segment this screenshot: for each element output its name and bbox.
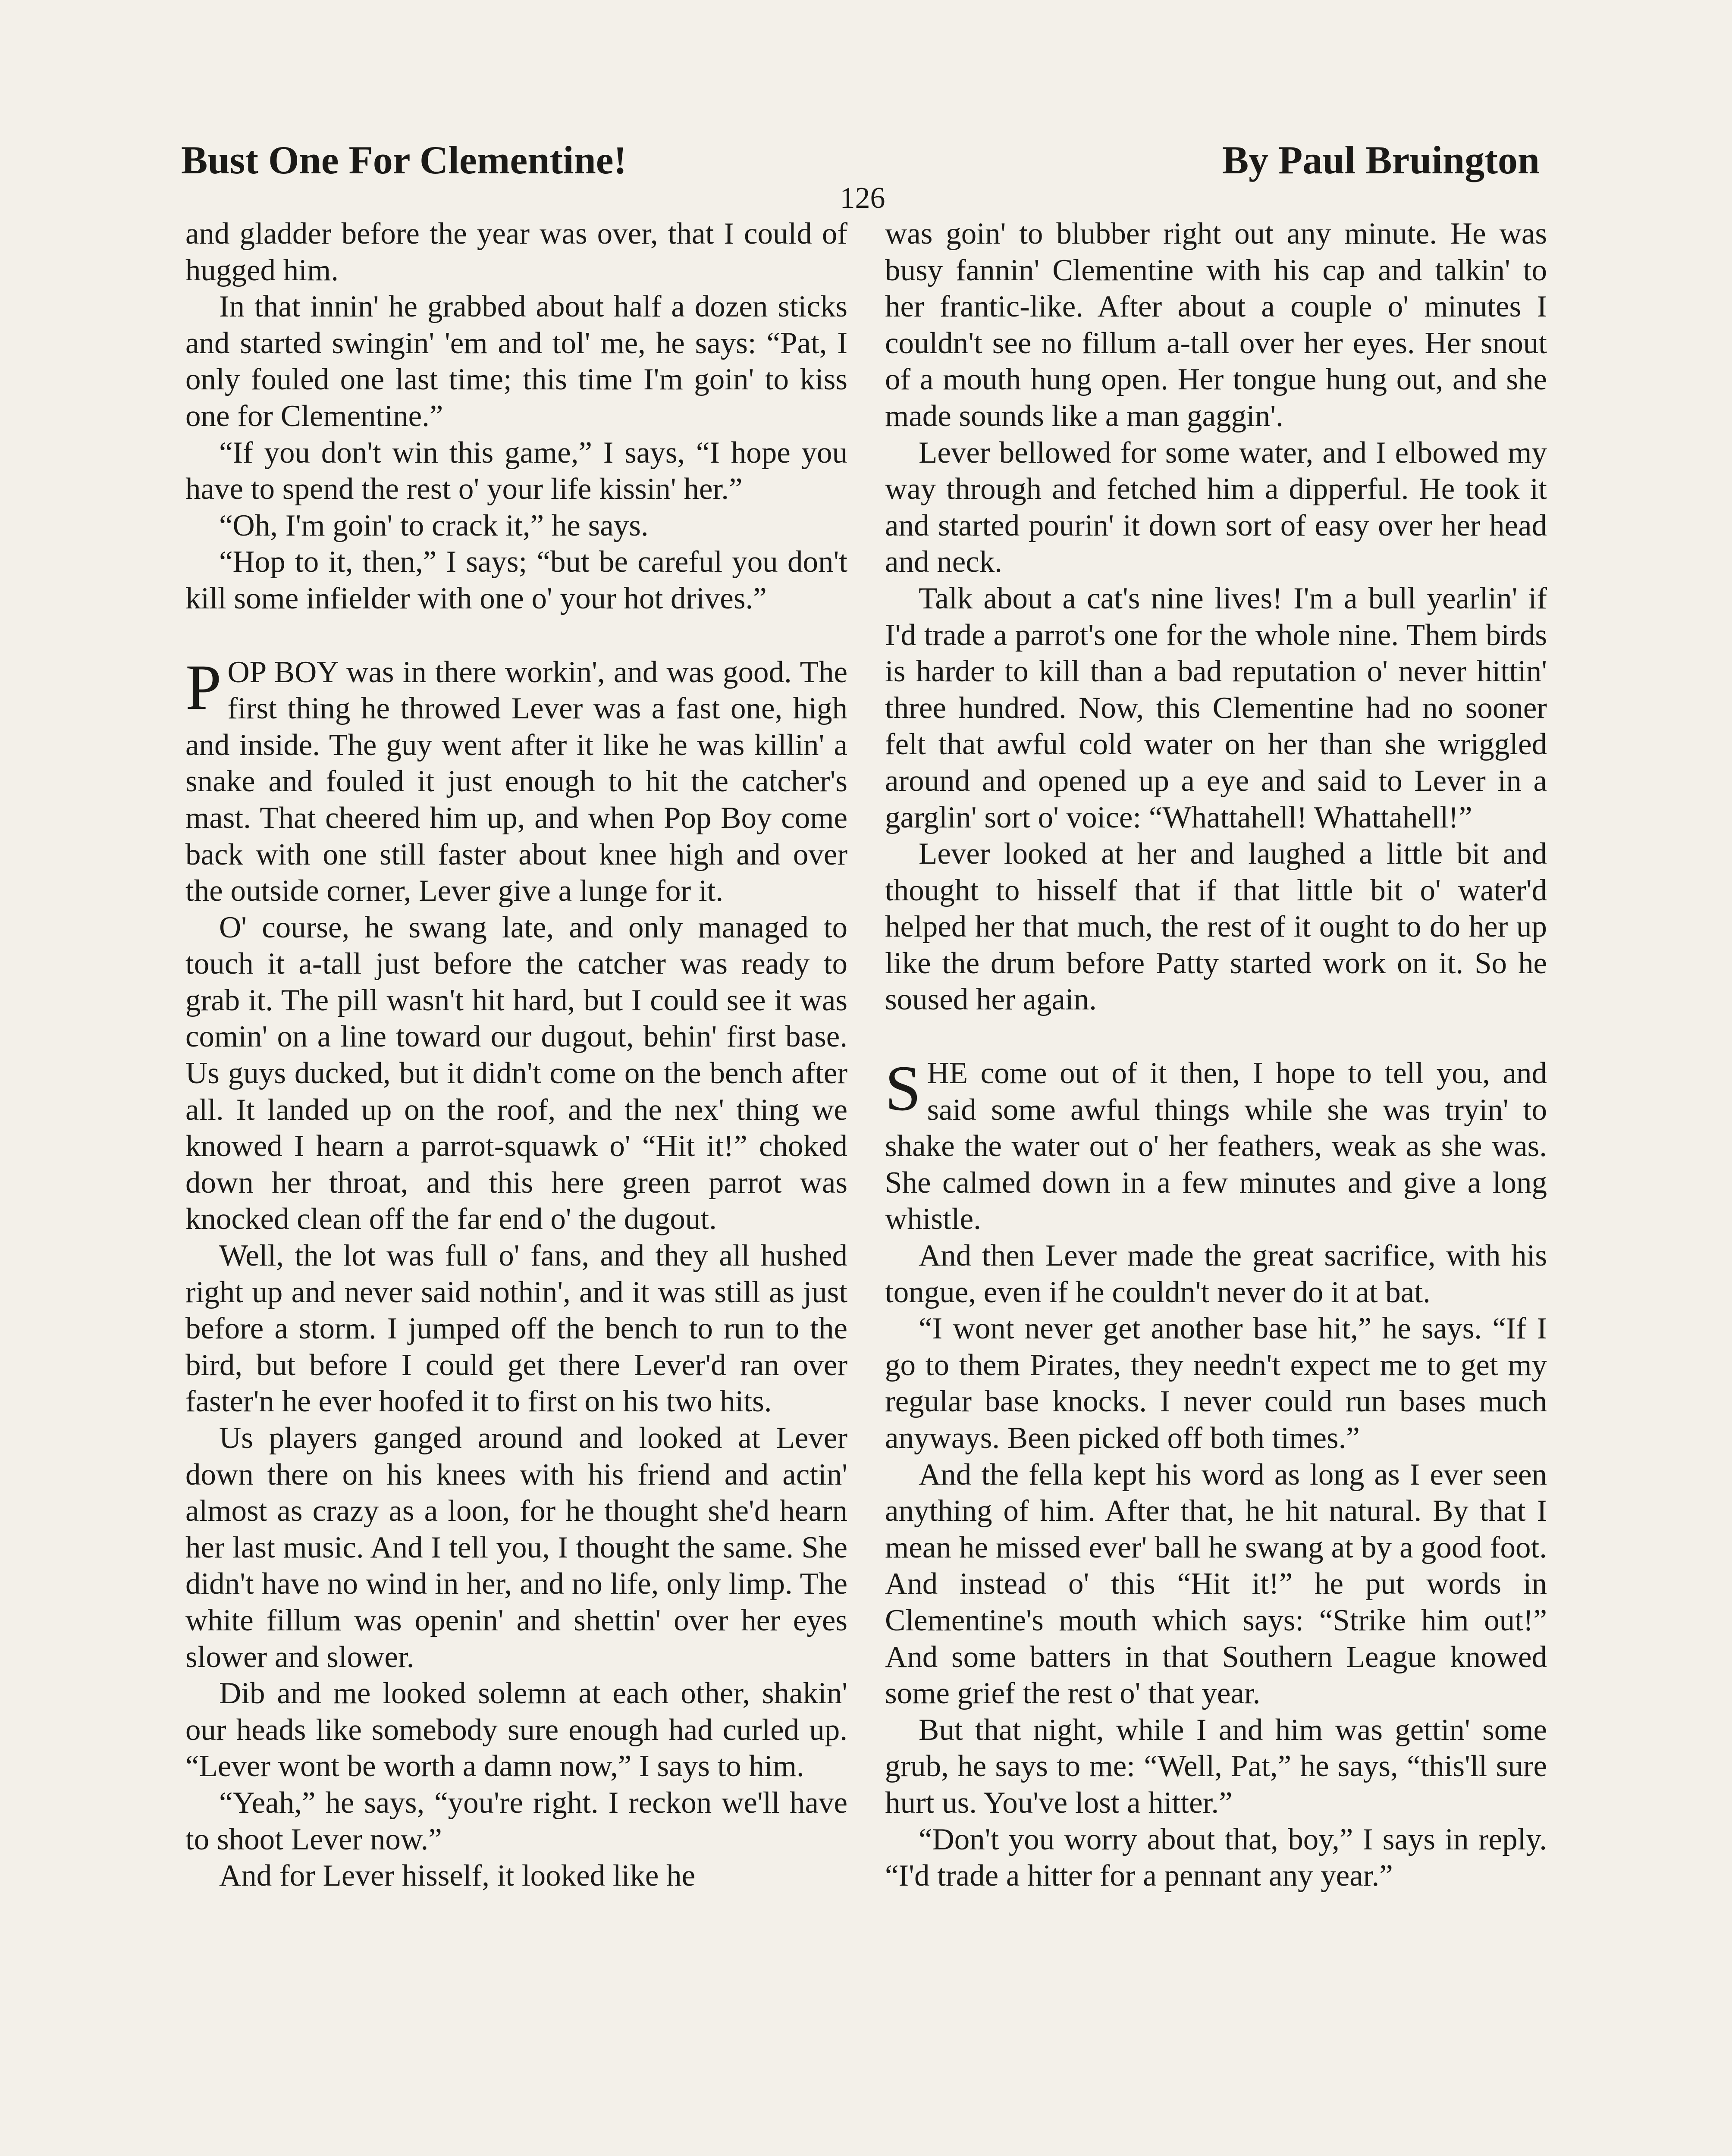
paragraph: “Hop to it, then,” I says; “but be careful you don't kill some infielder with one o' your hot drives.” [185, 545, 847, 615]
paragraph-text: OP BOY was in there workin', and was good. The first thing he throwed Lever was a fast one, high and inside. The guy went after it like he was killin' a snake and fouled it just enough to hit the catcher's mast. That cheered him up, and when Pop Boy come back with one still faster about knee high and over the outside corner, Lever give a lunge for it. [185, 655, 847, 908]
paragraph: Talk about a cat's nine lives! I'm a bull yearlin' if I'd trade a parrot's one for the whole nine. Them birds is harder to kill than a bad reputation o' never hittin' three hundred. Now, this Clementine had no sooner felt that awful cold water on her than she wriggled around and opened up a eye and said to Lever in a garglin' sort o' voice: “Whattahell! Whattahell!” [885, 581, 1547, 834]
paragraph: O' course, he swang late, and only managed to touch it a-tall just before the catcher was ready to grab it. The pill wasn't hit hard, but I could see it was comin' on a line toward our dugout, behin' first base. Us guys ducked, but it didn't come on the bench after all. It landed up on the roof, and the nex' thing we knowed I hearn a parrot-squawk o' “Hit it!” choked down her throat, and this here green parrot was knocked clean off the far end o' the dugout. [185, 910, 847, 1236]
paragraph: “I wont never get another base hit,” he says. “If I go to them Pirates, they needn't expect me to get my regular base knocks. I never could run bases much anyways. Been picked off both times.” [885, 1312, 1547, 1455]
story-title: Bust One For Clementine! [181, 138, 627, 182]
paragraph: was goin' to blubber right out any minute. He was busy fannin' Clementine with his cap and talkin' to her frantic-like. After about a couple o' minutes I couldn't see no fillum a-tall over her eyes. Her snout of a mouth hung open. Her tongue hung out, and she made sounds like a man gaggin'. [885, 217, 1547, 433]
paragraph: And for Lever hisself, it looked like he [219, 1859, 696, 1893]
paragraph: But that night, while I and him was gettin' some grub, he says to me: “Well, Pat,” he says, “this'll sure hurt us. You've lost a hitter.” [885, 1713, 1547, 1820]
drop-cap-letter: P [185, 651, 222, 723]
left-column [185, 216, 847, 1894]
author-byline: By Paul Bruington [1222, 138, 1540, 182]
drop-cap-letter: S [885, 1053, 921, 1125]
paragraph: “Yeah,” he says, “you're right. I reckon we'll have to shoot Lever now.” [185, 1786, 847, 1856]
paragraph: “Don't you worry about that, boy,” I says in reply. “I'd trade a hitter for a pennant any year.” [885, 1822, 1547, 1893]
paragraph: Well, the lot was full o' fans, and they all hushed right up and never said nothin', and it was still as just before a storm. I jumped off the bench to run to the bird, but before I could get there Lever'd ran over faster'n he ever hoofed it to first on his two hits. [185, 1239, 847, 1419]
paragraph: Lever bellowed for some water, and I elbowed my way through and fetched him a dipperful. He took it and started pourin' it down sort of easy over her head and neck. [885, 436, 1547, 579]
paragraph-text: HE come out of it then, I hope to tell you, and said some awful things while she was tryin' to shake the water out o' her feathers, weak as she was. She calmed down in a few minutes and give a long whistle. [885, 1056, 1547, 1236]
paragraph: Lever looked at her and laughed a little bit and thought to hisself that if that little bit o' water'd helped her that much, the rest of it ought to do her up like the drum before Patty started work on it. So he soused her again. [885, 837, 1547, 1017]
paragraph: In that innin' he grabbed about half a dozen sticks and started swingin' 'em and tol' me, he says: “Pat, I only fouled one last time; this time I'm goin' to kiss one for Clementine.” [185, 290, 847, 433]
dropcap-paragraph [885, 1055, 1547, 1238]
paragraph: “Oh, I'm goin' to crack it,” he says. [219, 508, 649, 542]
paragraph: and gladder before the year was over, that I could of hugged him. [185, 217, 847, 287]
page-number: 126 [840, 182, 885, 215]
paragraph: And the fella kept his word as long as I ever seen anything of him. After that, he hit natural. By that I mean he missed ever' ball he swang at by a good foot. And instead o' this “Hit it!” he put words in Clementine's mouth which says: “Strike him out!” And some batters in that Southern League knowed some grief the rest o' that year. [885, 1457, 1547, 1711]
right-column [885, 216, 1547, 1894]
paragraph: Us players ganged around and looked at Lever down there on his knees with his friend and actin' almost as crazy as a loon, for he thought she'd hearn her last music. And I tell you, I thought the same. She didn't have no wind in her, and no life, only limp. The white fillum was openin' and shettin' over her eyes slower and slower. [185, 1421, 847, 1674]
dropcap-paragraph [185, 651, 847, 909]
paragraph: Dib and me looked solemn at each other, shakin' our heads like somebody sure enough had curled up. “Lever wont be worth a damn now,” I says to him. [185, 1677, 847, 1783]
paragraph: “If you don't win this game,” I says, “I hope you have to spend the rest o' your life kissin' her.” [185, 436, 847, 506]
paragraph: And then Lever made the great sacrifice, with his tongue, even if he couldn't never do it at bat. [885, 1239, 1547, 1309]
